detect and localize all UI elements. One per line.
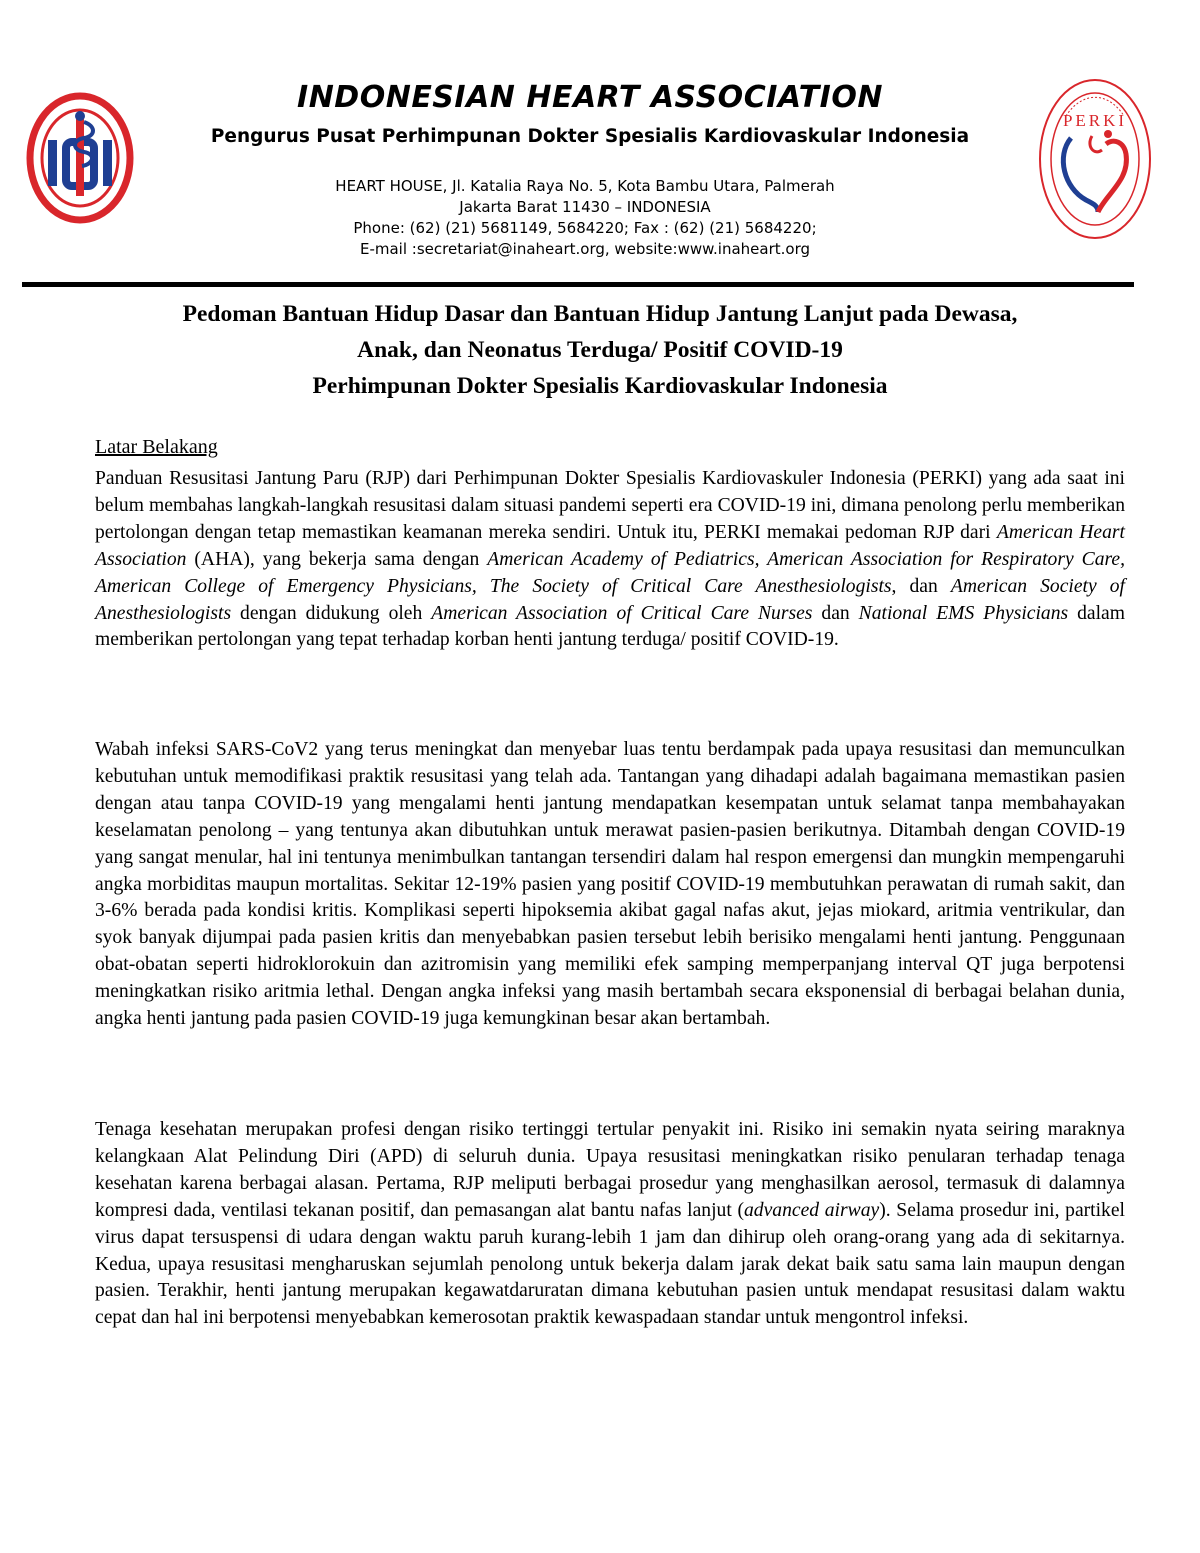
text-run: dalam memberikan pertolongan yang tepat terhadap korban henti jantung terduga/ positif COVID-19. <box>95 602 1125 651</box>
paragraph-3 <box>95 1117 1125 1332</box>
text-run: Panduan Resusitasi Jantung Paru (RJP) dari Perhimpunan Dokter Spesialis Kardiovaskuler Indonesia (PERKI) yang ada saat ini belum membahas langkah-langkah resusitasi dalam situasi pandemi seperti era COVID-19 ini, dimana penolong perlu memberikan pertolongan dengan tetap memastikan keamanan mereka sendiri. Untuk itu, PERKI memakai pedoman RJP dari <box>95 468 1125 543</box>
italic-run: American Society of Anesthesiologists <box>95 575 1125 624</box>
text-run: dan <box>812 602 859 624</box>
italic-run: American Heart Association <box>95 521 1125 570</box>
header-divider <box>22 282 1134 287</box>
address-block <box>200 176 970 260</box>
italic-run: National EMS Physicians <box>858 602 1069 624</box>
text-run: (AHA), yang bekerja sama dengan <box>186 548 488 570</box>
contact-phone-line: Phone: (62) (21) 5681149, 5684220; Fax : (62) (21) 5684220; <box>353 219 817 237</box>
title-line: Pedoman Bantuan Hidup Dasar dan Bantuan Hidup Jantung Lanjut pada Dewasa, <box>182 301 1018 327</box>
paragraph-1 <box>95 466 1125 654</box>
organization-subtitle: Pengurus Pusat Perhimpunan Dokter Spesialis Kardiovaskular Indonesia <box>210 126 970 147</box>
text-run: dengan didukung oleh <box>231 602 432 624</box>
text-run: ). Selama prosedur ini, partikel virus dapat tersuspensi di udara dengan waktu paruh kurang-lebih 1 jam dan dihirup oleh orang-orang yang ada di sekitarnya. Kedua, upaya resusitasi mengharuskan sejumlah penolong untuk bekerja dalam jarak dekat baik satu sama lain maupun dengan pasien. Terakhir, henti jantung merupakan kegawatdaruratan dimana kebutuhan pasien untuk mendapat resusitasi dalam waktu cepat dan hal ini berpotensi menyebabkan kemerosotan praktik kewaspadaan standar untuk mengontrol infeksi. <box>95 1199 1125 1329</box>
contact-email-line: E-mail :secretariat@inaheart.org, website:www.inaheart.org <box>359 240 810 258</box>
address-line: HEART HOUSE, Jl. Katalia Raya No. 5, Kota Bambu Utara, Palmerah <box>335 177 835 195</box>
address-line: Jakarta Barat 11430 – INDONESIA <box>459 198 711 216</box>
perki-logo-icon <box>1036 76 1154 242</box>
text-run: Tenaga kesehatan merupakan profesi dengan risiko tertinggi tertular penyakit ini. Risiko ini semakin nyata seiring maraknya kelangkaan Alat Pelindung Diri (APD) di seluruh dunia. Upaya resusitasi meningkatkan risiko penularan terhadap tenaga kesehatan karena berbagai alasan. Pertama, RJP meliputi berbagai prosedur yang menghasilkan aerosol, termasuk di dalamnya kompresi dada, ventilasi tekanan positif, dan pemasangan alat bantu nafas lanjut ( <box>95 1119 1125 1221</box>
text-run: , dan <box>891 575 951 597</box>
italic-run: advanced airway <box>744 1199 880 1221</box>
document-title <box>60 296 1140 404</box>
section-heading: Latar Belakang <box>95 436 218 458</box>
svg-text:PERKI: PERKI <box>1062 111 1128 130</box>
ihi-logo-icon <box>26 92 134 224</box>
italic-run: American Academy of Pediatrics, American Association for Respiratory Care, American College of Emergency Physicians, The Society of Critical Care Anesthesiologists <box>95 548 1125 597</box>
title-line: Anak, dan Neonatus Terduga/ Positif COVID-19 <box>357 337 843 363</box>
italic-run: American Association of Critical Care Nurses <box>431 602 813 624</box>
title-line: Perhimpunan Dokter Spesialis Kardiovaskular Indonesia <box>312 373 888 399</box>
organization-name: INDONESIAN HEART ASSOCIATION <box>297 80 883 115</box>
paragraph-2: Wabah infeksi SARS-CoV2 yang terus meningkat dan menyebar luas tentu berdampak pada upaya resusitasi dan memunculkan kebutuhan untuk memodifikasi praktik resusitasi yang telah ada. Tantangan yang dihadapi adalah bagaimana memastikan pasien dengan atau tanpa COVID-19 yang mengalami henti jantung mendapatkan kesempatan untuk selamat tanpa membahayakan keselamatan penolong – yang tentunya akan dibutuhkan untuk merawat pasien-pasien berikutnya. Ditambah dengan COVID-19 yang sangat menular, hal ini tentunya menimbulkan tantangan tersendiri dalam hal respon emergensi dan mungkin mempengaruhi angka morbiditas maupun mortalitas. Sekitar 12-19% pasien yang positif COVID-19 membutuhkan perawatan di rumah sakit, dan 3-6% berada pada kondisi kritis. Komplikasi seperti hipoksemia akibat gagal nafas akut, jejas miokard, aritmia ventrikular, dan syok banyak dijumpai pada pasien kritis dan menyebabkan pasien tersebut lebih berisiko mengalami henti jantung. Penggunaan obat-obatan seperti hidroklorokuin dan azitromisin yang memiliki efek samping memperpanjang interval QT juga berpotensi meningkatkan risiko aritmia lethal. Dengan angka infeksi yang masih bertambah secara eksponensial di berbagai belahan dunia, angka henti jantung pada pasien COVID-19 juga kemungkinan besar akan bertambah. <box>95 739 1125 1030</box>
